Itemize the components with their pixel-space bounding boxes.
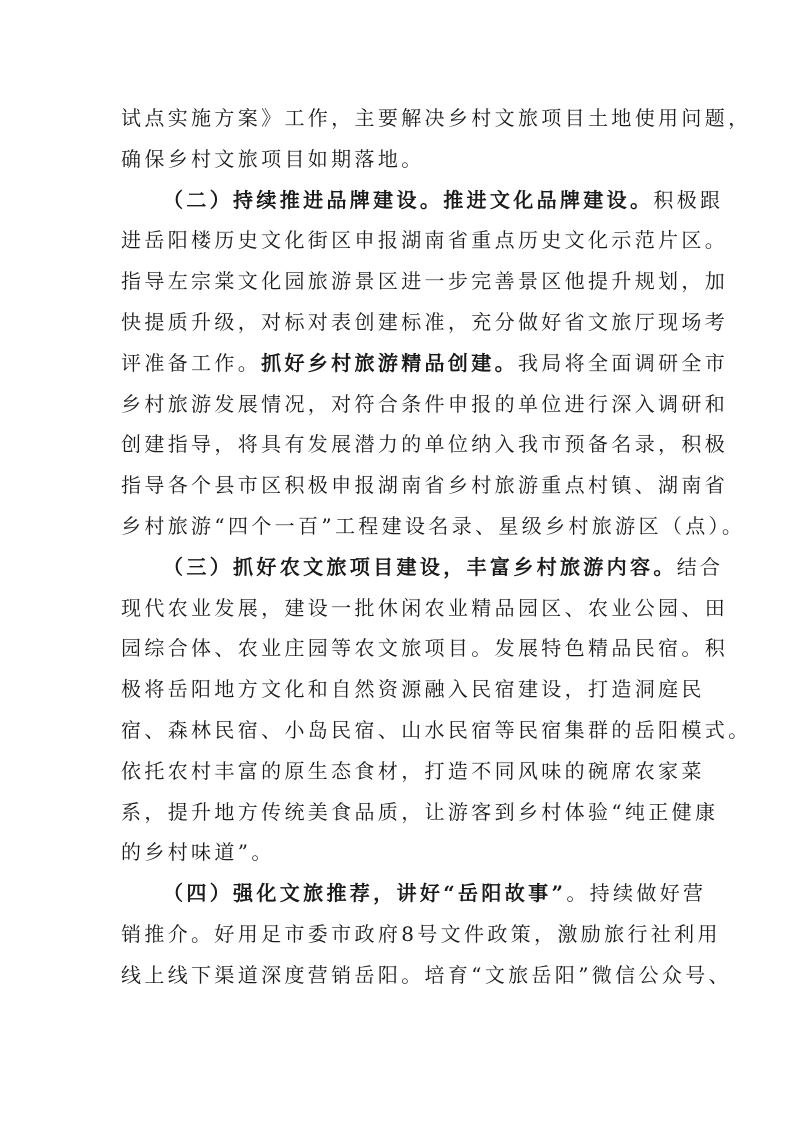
text-line	[121, 955, 732, 996]
text-line	[121, 98, 752, 139]
text-segment: 。持续做好营	[566, 881, 707, 906]
text-segment: 快提质升级，对标对表创建标准，充分做好省文旅厅现场考	[121, 309, 729, 334]
text-segment: 确保乡村文旅项目如期落地。	[121, 146, 425, 171]
text-line	[121, 547, 724, 588]
bold-text-segment: 抓好乡村旅游精品创建。	[261, 350, 518, 375]
text-segment: 依托农村丰富的原生态食材，打造不同风味的碗席农家菜	[121, 758, 705, 783]
text-segment: 的乡村味道”。	[121, 840, 275, 865]
text-segment: 乡村旅游发展情况，对符合条件申报的单位进行深入调研和	[121, 391, 729, 416]
text-line	[121, 588, 729, 629]
text-segment: 极将岳阳地方文化和自然资源融入民宿建设，打造洞庭民	[121, 677, 705, 702]
text-line	[121, 220, 729, 261]
text-segment: 指导左宗棠文化园旅游景区进一步完善景区他提升规划，加	[121, 269, 729, 294]
text-line	[121, 792, 719, 833]
text-segment: 现代农业发展，建设一批休闲农业精品园区、农业公园、田	[121, 595, 729, 620]
text-segment: 指导各个县市区积极申报湖南省乡村旅游重点村镇、湖南省	[121, 473, 729, 498]
text-segment: 乡村旅游“四个一百”工程建设名录、星级乡村旅游区（点）。	[121, 513, 746, 538]
text-line	[121, 302, 729, 343]
bold-text-segment: （二）持续推进品牌建设。推进文化品牌建设。	[163, 187, 654, 212]
text-line	[121, 506, 746, 547]
text-line	[121, 465, 729, 506]
text-line	[121, 139, 673, 180]
text-segment: 园综合体、农业庄园等农文旅项目。发展特色精品民宿。积	[121, 636, 729, 661]
text-segment: 试点实施方案》工作，主要解决乡村文旅项目土地使用问题，	[121, 106, 752, 130]
bold-text-segment: （四）强化文旅推荐，讲好“岳阳故事”	[163, 881, 567, 906]
text-segment: 线上线下渠道深度营销岳阳。培育“文旅岳阳”微信公众号、	[121, 962, 732, 987]
text-line	[121, 628, 729, 669]
text-segment: 销推介。好用足市委市政府8号文件政策，激励旅行社利用	[121, 921, 721, 946]
text-line	[121, 669, 705, 710]
text-line	[121, 424, 729, 465]
text-line	[121, 751, 705, 792]
text-segment: 评准备工作。	[121, 350, 262, 375]
text-line	[121, 873, 707, 914]
text-segment: 我局将全面调研全市	[517, 350, 729, 375]
document-body	[121, 98, 752, 996]
text-segment: 进岳阳楼历史文化街区申报湖南省重点历史文化示范片区。	[121, 228, 729, 253]
text-line	[121, 261, 729, 302]
text-segment: 系，提升地方传统美食品质，让游客到乡村体验“纯正健康	[121, 799, 719, 824]
text-line	[121, 384, 729, 425]
text-line	[121, 180, 724, 221]
bold-text-segment: （三）抓好农文旅项目建设，丰富乡村旅游内容。	[163, 554, 677, 579]
text-line	[121, 343, 729, 384]
text-segment: 创建指导，将具有发展潜力的单位纳入我市预备名录，积极	[121, 432, 729, 457]
text-segment: 结合	[676, 554, 724, 579]
text-line	[121, 710, 752, 751]
text-segment: 宿、森林民宿、小岛民宿、山水民宿等民宿集群的岳阳模式。	[121, 717, 752, 742]
text-line	[121, 832, 673, 873]
text-segment: 积极跟	[653, 187, 724, 212]
text-line	[121, 914, 721, 955]
